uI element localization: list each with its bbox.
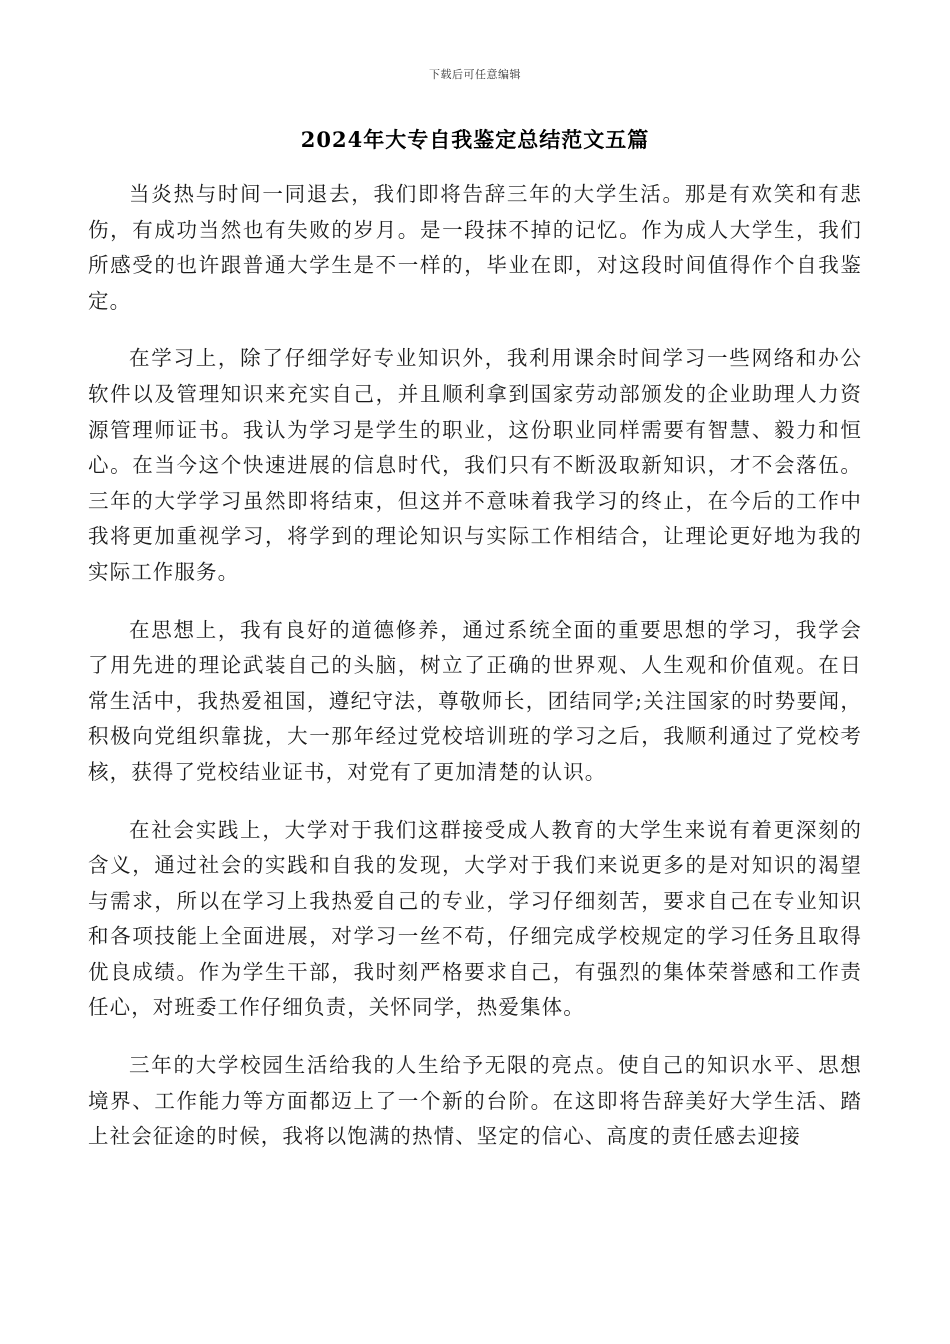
document-title: 2024年大专自我鉴定总结范文五篇 — [300, 127, 650, 152]
paragraph: 三年的大学校园生活给我的人生给予无限的亮点。使自己的知识水平、思想境界、工作能力等方面都迈上了一个新的台阶。在这即将告辞美好大学生活、踏上社会征途的时候，我将以饱满的热情、坚定的信心、高度的责任感去迎接 — [88, 1053, 862, 1149]
paragraph: 在学习上，除了仔细学好专业知识外，我利用课余时间学习一些网络和办公软件以及管理知识来充实自己，并且顺利拿到国家劳动部颁发的企业助理人力资源管理师证书。我认为学习是学生的职业，这份职业同样需要有智慧、毅力和恒心。在当今这个快速进展的信息时代，我们只有不断汲取新知识，才不会落伍。三年的大学学习虽然即将结束，但这并不意味着我学习的终止，在今后的工作中我将更加重视学习，将学到的理论知识与实际工作相结合，让理论更好地为我的实际工作服务。 — [88, 346, 862, 584]
paragraph: 在社会实践上，大学对于我们这群接受成人教育的大学生来说有着更深刻的含义，通过社会的实践和自我的发现，大学对于我们来说更多的是对知识的渴望与需求，所以在学习上我热爱自己的专业，学习仔细刻苦，要求自己在专业知识和各项技能上全面进展，对学习一丝不苟，仔细完成学校规定的学习任务且取得优良成绩。作为学生干部，我时刻严格要求自己，有强烈的集体荣誉感和工作责任心，对班委工作仔细负责，关怀同学，热爱集体。 — [88, 817, 862, 1020]
paragraph: 当炎热与时间一同退去，我们即将告辞三年的大学生活。那是有欢笑和有悲伤，有成功当然也有失败的岁月。是一段抹不掉的记忆。作为成人大学生，我们所感受的也许跟普通大学生是不一样的，毕业在即，对这段时间值得作个自我鉴定。 — [88, 182, 862, 313]
paragraph: 在思想上，我有良好的道德修养，通过系统全面的重要思想的学习，我学会了用先进的理论武装自己的头脑，树立了正确的世界观、人生观和价值观。在日常生活中，我热爱祖国，遵纪守法，尊敬师长，团结同学;关注国家的时势要闻，积极向党组织靠拢，大一那年经过党校培训班的学习之后，我顺利通过了党校考核，获得了党校结业证书，对党有了更加清楚的认识。 — [88, 617, 862, 784]
header-note: 下载后可任意编辑 — [429, 68, 521, 81]
document-body — [88, 177, 862, 1177]
